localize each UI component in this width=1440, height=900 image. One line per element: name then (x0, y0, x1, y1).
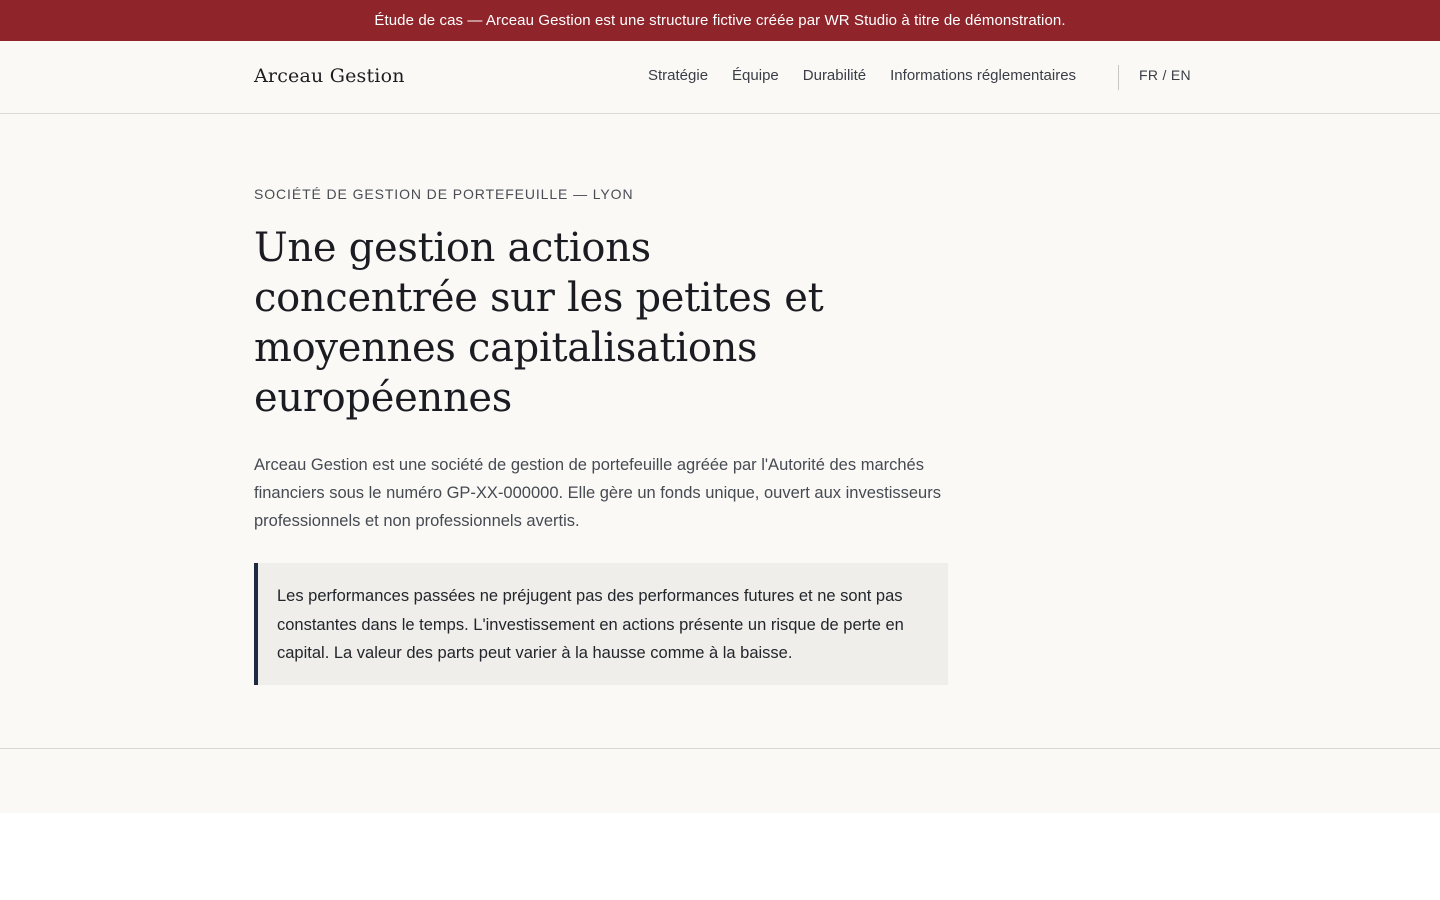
hero-eyebrow: SOCIÉTÉ DE GESTION DE PORTEFEUILLE — LYON (254, 186, 634, 202)
main-navigation (648, 67, 1076, 84)
hero-intro-paragraph: Arceau Gestion est une société de gestion de portefeuille agréée par l'Autorité des marchés financiers sous le numéro GP-XX-000000. Elle gère un fonds unique, ouvert aux investisseurs professionnels et non professionnels avertis. (254, 456, 941, 530)
risk-warning-notice (254, 563, 948, 685)
hero-section (254, 186, 948, 685)
nav-link-strategie[interactable]: Stratégie (648, 67, 709, 84)
demo-disclaimer-text: Étude de cas — Arceau Gestion est une structure fictive créée par WR Studio à titre de démonstration. (374, 12, 1066, 29)
demo-disclaimer-banner (0, 0, 1440, 41)
brand-logo-link[interactable]: Arceau Gestion (254, 65, 405, 87)
nav-divider (1118, 65, 1119, 90)
nav-link-durabilite[interactable]: Durabilité (802, 67, 867, 84)
nav-link-informations-reglementaires[interactable]: Informations réglementaires (890, 67, 1077, 84)
language-switch[interactable]: FR / EN (1139, 67, 1191, 83)
nav-link-equipe[interactable]: Équipe (732, 67, 779, 84)
risk-warning-text: Les performances passées ne préjugent pas des performances futures et ne sont pas constantes dans le temps. L'investissement en actions présente un risque de perte en capital. La valeur des parts peut varier à la hausse comme à la baisse. (277, 587, 904, 662)
section-divider (0, 748, 1440, 749)
hero-title: Une gestion actions concentrée sur les petites et moyennes capitalisations européennes (254, 225, 824, 421)
site-header (0, 41, 1440, 114)
